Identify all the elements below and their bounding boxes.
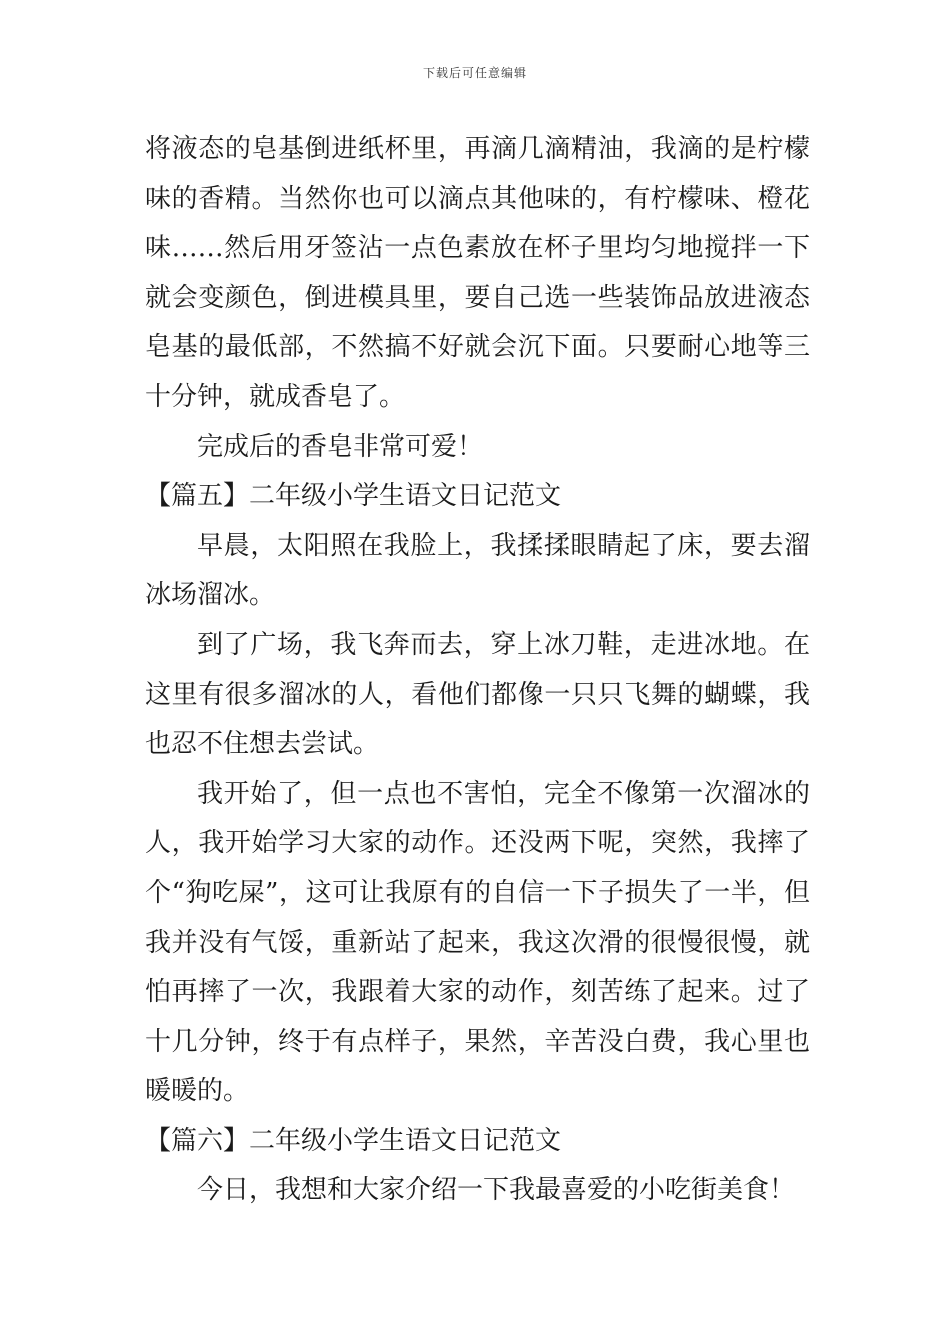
section-heading-6: 【篇六】二年级小学生语文日记范文 <box>145 1125 562 1156</box>
page-header: 下载后可任意编辑 <box>422 66 527 80</box>
paragraph-morning: 早晨，太阳照在我脸上，我揉揉眼睛起了床，要去溜冰场溜冰。 <box>145 530 810 611</box>
paragraph-square: 到了广场，我飞奔而去，穿上冰刀鞋，走进冰地。在这里有很多溜冰的人，看他们都像一只只飞舞的蝴蝶，我也忍不住想去尝试。 <box>145 629 810 760</box>
paragraph-snack-street: 今日，我想和大家介绍一下我最喜爱的小吃街美食！ <box>197 1175 796 1206</box>
paragraph-skating: 我开始了，但一点也不害怕，完全不像第一次溜冰的人，我开始学习大家的动作。还没两下呢，突然，我摔了个“狗吃屎”，这可让我原有的自信一下子损失了一半，但我并没有气馁，重新站了起来，我这次滑的很慢很慢，就怕再摔了一次，我跟着大家的动作，刻苦练了起来。过了十几分钟，终于有点样子，果然，辛苦没白费，我心里也暖暖的。 <box>145 778 810 1107</box>
paragraph-soap-result: 完成后的香皂非常可爱！ <box>197 431 484 462</box>
paragraph-soap-steps: 将液态的皂基倒进纸杯里，再滴几滴精油，我滴的是柠檬味的香精。当然你也可以滴点其他味的，有柠檬味、橙花味……然后用牙签沾一点色素放在杯子里均匀地搅拌一下就会变颜色，倒进模具里，要自己选一些装饰品放进液态皂基的最低部，不然搞不好就会沉下面。只要耐心地等三十分钟，就成香皂了。 <box>145 134 810 412</box>
document-body <box>145 125 810 1216</box>
section-heading-5: 【篇五】二年级小学生语文日记范文 <box>145 481 562 512</box>
